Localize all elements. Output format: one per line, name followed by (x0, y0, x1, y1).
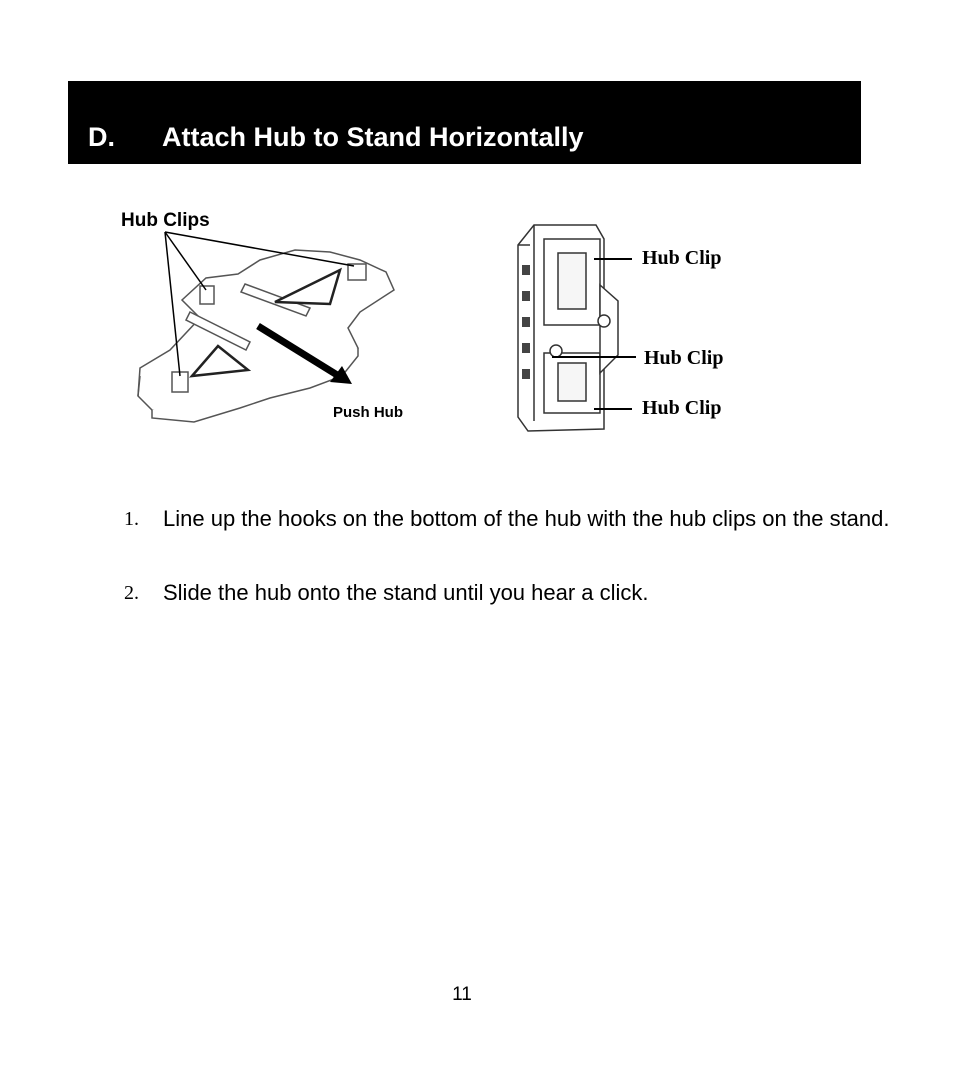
hub-clips-label: Hub Clips (121, 210, 210, 231)
hub-clip-label-bottom: Hub Clip (642, 397, 722, 419)
stand-illustration (110, 200, 430, 440)
hub-clip-label-middle: Hub Clip (644, 347, 724, 369)
page-number: 11 (452, 984, 472, 1005)
step-text: Line up the hooks on the bottom of the hub with the hub clips on the stand. (163, 506, 890, 531)
step-number: 1. (124, 508, 139, 530)
section-title: Attach Hub to Stand Horizontally (162, 122, 584, 152)
step-text: Slide the hub onto the stand until you hear a click. (163, 580, 649, 605)
section-header-bar (68, 81, 861, 164)
hub-clip-label-top: Hub Clip (642, 247, 722, 269)
hub-illustration (500, 205, 750, 455)
step-number: 2. (124, 582, 139, 604)
section-letter: D. (88, 122, 115, 152)
push-hub-label: Push Hub (333, 404, 403, 421)
